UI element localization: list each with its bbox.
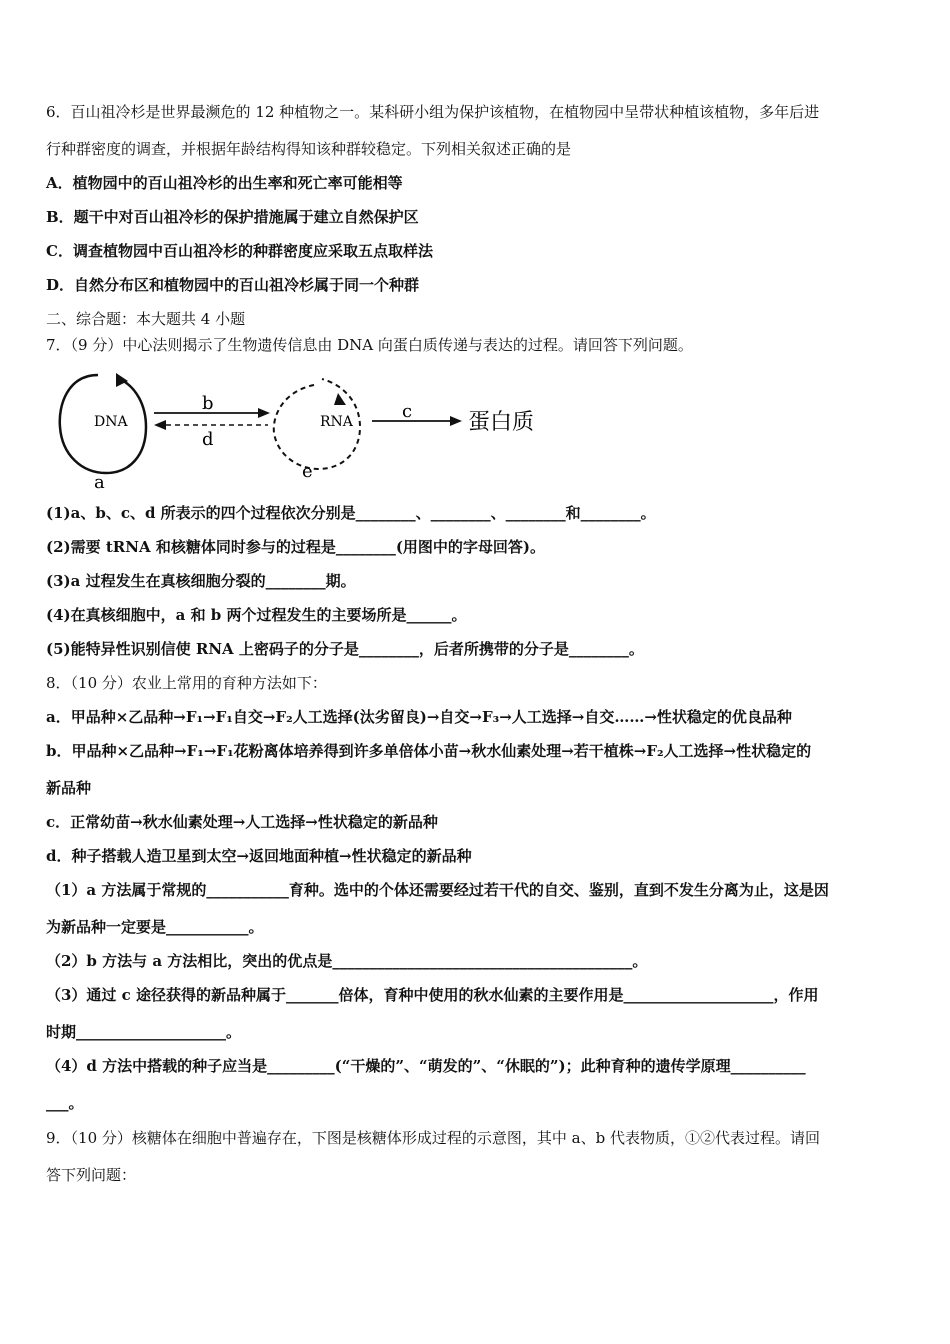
q8-part1-cont: 为新品种一定要是___________。 (46, 918, 264, 936)
label-d: d (202, 429, 214, 450)
q6-option-b: B．题干中对百山祖冷杉的保护措施属于建立自然保护区 (46, 208, 419, 226)
q8-part4: （4）d 方法中搭载的种子应当是_________(“干燥的”、“萌发的”、“休眠的”)；此种育种的遗传学原理__________ (46, 1057, 806, 1075)
label-b: b (202, 393, 214, 414)
dna-label: DNA (94, 414, 128, 430)
q6-option-c: C．调查植物园中百山祖冷杉的种群密度应采取五点取样法 (46, 242, 433, 260)
q8-part4-cont: ___。 (46, 1094, 84, 1112)
q6-option-a: A．植物园中的百山祖冷杉的出生率和死亡率可能相等 (46, 174, 403, 192)
q6-stem-line1: 6．百山祖冷杉是世界最濒危的 12 种植物之一。某科研小组为保护该植物，在植物园中呈带状种植该植物，多年后进 (46, 103, 820, 121)
protein-label: 蛋白质 (468, 410, 535, 435)
label-e: e (302, 461, 313, 482)
arrow-head-b (258, 408, 270, 418)
central-dogma-diagram (46, 365, 556, 493)
q8-part1: （1）a 方法属于常规的___________育种。选中的个体还需要经过若干代的自交、鉴别，直到不发生分离为止，这是因 (46, 881, 829, 899)
arrow-head-e (334, 393, 346, 405)
label-a: a (94, 472, 105, 493)
q8-method-a: a．甲品种×乙品种→F₁→F₁自交→F₂人工选择(汰劣留良)→自交→F₃→人工选择→自交……→性状稳定的优良品种 (46, 708, 792, 726)
section-heading: 二、综合题：本大题共 4 小题 (46, 310, 246, 328)
arrow-head-d (154, 420, 166, 430)
q7-part3: (3)a 过程发生在真核细胞分裂的________期。 (46, 572, 356, 590)
q8-method-b: b．甲品种×乙品种→F₁→F₁花粉离体培养得到许多单倍体小苗→秋水仙素处理→若干植株→F₂人工选择→性状稳定的 (46, 742, 812, 760)
q9-stem-line2: 答下列问题： (46, 1166, 137, 1184)
q6-stem-line2: 行种群密度的调查，并根据年龄结构得知该种群较稳定。下列相关叙述正确的是 (46, 140, 572, 158)
q7-part4: (4)在真核细胞中，a 和 b 两个过程发生的主要场所是______。 (46, 606, 467, 624)
q7-stem: 7．（9 分）中心法则揭示了生物遗传信息由 DNA 向蛋白质传递与表达的过程。请回答下列问题。 (46, 336, 693, 354)
q6-option-d: D．自然分布区和植物园中的百山祖冷杉属于同一个种群 (46, 276, 420, 294)
label-c: c (402, 401, 413, 422)
q7-part5: (5)能特异性识别信使 RNA 上密码子的分子是________，后者所携带的分子是________。 (46, 640, 644, 658)
q8-method-c: c．正常幼苗→秋水仙素处理→人工选择→性状稳定的新品种 (46, 813, 438, 831)
q7-part1: (1)a、b、c、d 所表示的四个过程依次分别是________、________、________和________。 (46, 504, 656, 522)
arrow-head-c (450, 416, 462, 426)
q8-stem: 8．（10 分）农业上常用的育种方法如下： (46, 674, 327, 692)
q8-method-b-cont: 新品种 (46, 779, 92, 797)
q9-stem-line1: 9．（10 分）核糖体在细胞中普遍存在，下图是核糖体形成过程的示意图，其中 a、b 代表物质，①②代表过程。请回 (46, 1129, 820, 1147)
q8-method-d: d．种子搭载人造卫星到太空→返回地面种植→性状稳定的新品种 (46, 847, 472, 865)
q8-part3-cont: 时期____________________。 (46, 1023, 242, 1041)
rna-label: RNA (320, 414, 353, 430)
q7-part2: (2)需要 tRNA 和核糖体同时参与的过程是________(用图中的字母回答)。 (46, 538, 546, 556)
arrow-head-a (116, 373, 128, 387)
q8-part3: （3）通过 c 途径获得的新品种属于_______倍体，育种中使用的秋水仙素的主要作用是____________________，作用 (46, 986, 819, 1004)
q8-part2: （2）b 方法与 a 方法相比，突出的优点是________________________________________。 (46, 952, 648, 970)
